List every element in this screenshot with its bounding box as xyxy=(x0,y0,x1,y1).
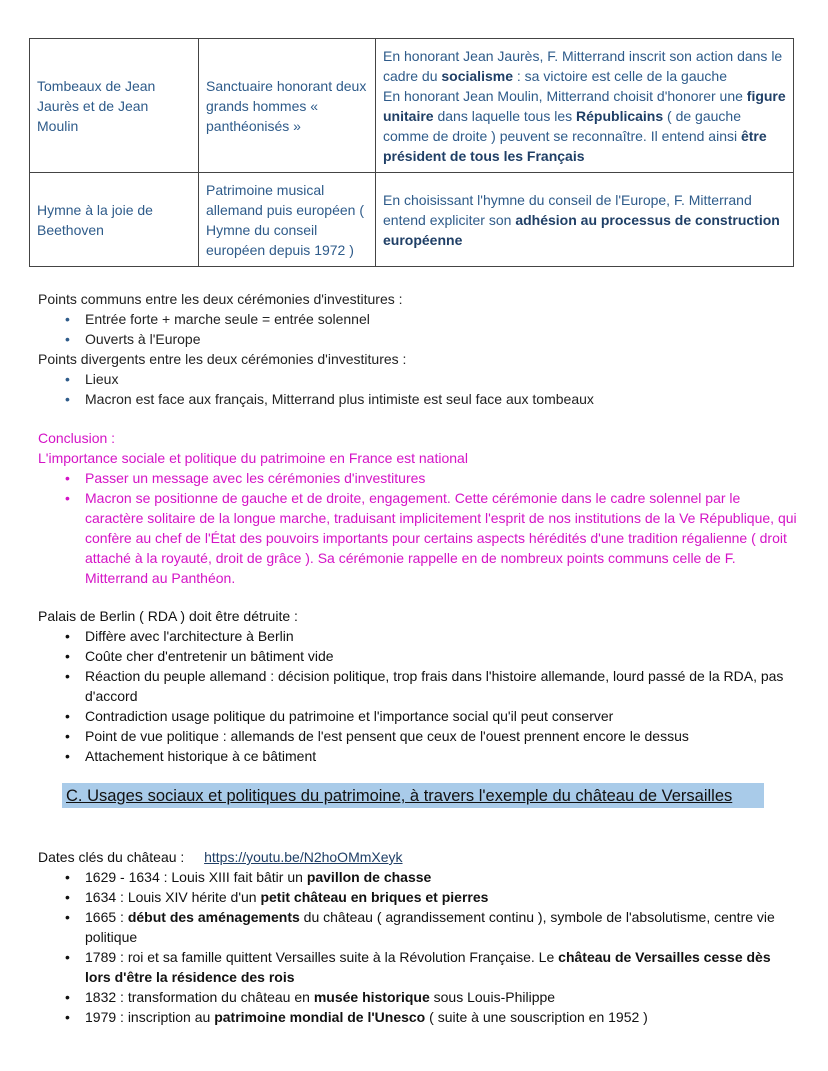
table-cell-meaning: Patrimoine musical allemand puis européen ( Hymne du conseil européen depuis 1972 ) xyxy=(199,173,376,267)
list-item: • Lieux xyxy=(38,369,798,389)
table-row xyxy=(30,39,794,173)
list-item: • 1789 : roi et sa famille quittent Versailles suite à la Révolution Française. Le château de Versailles cesse dès lors d'être la résidence des rois xyxy=(38,947,798,987)
points-divergents-list xyxy=(38,369,798,409)
section-title: Palais de Berlin ( RDA ) doit être détruite : xyxy=(38,608,298,624)
table-cell-analysis: En honorant Jean Jaurès, F. Mitterrand inscrit son action dans le cadre du socialisme : sa victoire est celle de la gauche En honorant Jean Moulin, Mitterrand choisit d'honorer une figure unitaire dans laquelle tous les Républicains ( de gauche comme de droite ) peuvent se reconnaître. Il entend ainsi être président de tous les Français xyxy=(376,39,794,173)
table-cell-heritage: Tombeaux de Jean Jaurès et de Jean Moulin xyxy=(30,39,199,173)
bold-text: Républicains xyxy=(576,107,664,124)
list-item: • Diffère avec l'architecture à Berlin xyxy=(38,626,798,646)
list-item: • Point de vue politique : allemands de l'est pensent que ceux de l'ouest prennent encore le dessus xyxy=(38,726,798,746)
list-item: • Entrée forte + marche seule = entrée solennel xyxy=(38,309,798,329)
conclusion-title: Conclusion : xyxy=(38,430,116,446)
list-item: • Passer un message avec les cérémonies d'investitures xyxy=(38,468,798,488)
conclusion-section xyxy=(38,428,798,588)
list-item: • Réaction du peuple allemand : décision politique, trop frais dans l'histoire allemande, lourd passé de la RDA, pas d'accord xyxy=(38,666,798,706)
points-communs-section xyxy=(38,289,798,409)
dates-title-line xyxy=(38,847,798,867)
list-item: • Coûte cher d'entretenir un bâtiment vide xyxy=(38,646,798,666)
section-title: Points divergents entre les deux cérémonies d'investitures : xyxy=(38,351,407,367)
bold-text: château de Versailles cesse dès lors d'être la résidence des rois xyxy=(85,949,771,985)
table-row xyxy=(30,173,794,267)
bold-text: début des aménagements xyxy=(127,909,300,925)
list-item: • 1665 : début des aménagements du château ( agrandissement continu ), symbole de l'absolutisme, centre vie politique xyxy=(38,907,798,947)
list-item: • Ouverts à l'Europe xyxy=(38,329,798,349)
bold-text: petit château en briques et pierres xyxy=(260,889,489,905)
section-heading: C. Usages sociaux et politiques du patrimoine, à travers l'exemple du château de Versailles xyxy=(66,787,733,805)
list-item: • 1634 : Louis XIV hérite d'un petit château en briques et pierres xyxy=(38,887,798,907)
bold-text: être président de tous les Français xyxy=(383,127,767,164)
dates-list xyxy=(38,867,798,1027)
video-link[interactable]: https://youtu.be/N2hoOMmXeyk xyxy=(204,849,403,865)
list-item: • 1832 : transformation du château en musée historique sous Louis-Philippe xyxy=(38,987,798,1007)
section-title: Points communs entre les deux cérémonies d'investitures : xyxy=(38,291,403,307)
section-title: Dates clés du château : xyxy=(38,849,185,865)
list-item: • Contradiction usage politique du patrimoine et l'importance social qu'il peut conserver xyxy=(38,706,798,726)
table-cell-meaning: Sanctuaire honorant deux grands hommes « panthéonisés » xyxy=(199,39,376,173)
bold-text: musée historique xyxy=(313,989,430,1005)
bold-text: adhésion au processus de construction européenne xyxy=(383,211,780,248)
bold-text: socialisme xyxy=(441,67,513,84)
points-communs-list xyxy=(38,309,798,349)
table-cell-heritage: Hymne à la joie de Beethoven xyxy=(30,173,199,267)
bold-text: patrimoine mondial de l'Unesco xyxy=(214,1009,426,1025)
heritage-table xyxy=(29,38,794,267)
palais-list xyxy=(38,626,798,766)
bold-text: pavillon de chasse xyxy=(306,869,432,885)
palais-section xyxy=(38,606,798,766)
conclusion-subtitle: L'importance sociale et politique du patrimoine en France est national xyxy=(38,450,468,466)
bold-text: figure unitaire xyxy=(383,87,786,124)
list-item: • 1629 - 1634 : Louis XIII fait bâtir un pavillon de chasse xyxy=(38,867,798,887)
list-item: • Macron se positionne de gauche et de droite, engagement. Cette cérémonie dans le cadre solennel par le caractère solitaire de la longue marche, traduisant implicitement l'esprit de nos institutions de la Ve République, qui confère au chef de l'État des pouvoirs importants pour certains aspects hérédités d'une tradition régalienne ( droit attaché à la royauté, droit de grâce ). Sa cérémonie rappelle en de nombreux points communs celle de F. Mitterrand au Panthéon. xyxy=(38,488,798,588)
dates-section xyxy=(38,847,798,1027)
conclusion-list xyxy=(38,468,798,588)
table-cell-analysis: En choisissant l'hymne du conseil de l'Europe, F. Mitterrand entend expliciter son adhésion au processus de construction européenne xyxy=(376,173,794,267)
list-item: • Attachement historique à ce bâtiment xyxy=(38,746,798,766)
list-item: • Macron est face aux français, Mitterrand plus intimiste est seul face aux tombeaux xyxy=(38,389,798,409)
list-item: • 1979 : inscription au patrimoine mondial de l'Unesco ( suite à une souscription en 1952 ) xyxy=(38,1007,798,1027)
